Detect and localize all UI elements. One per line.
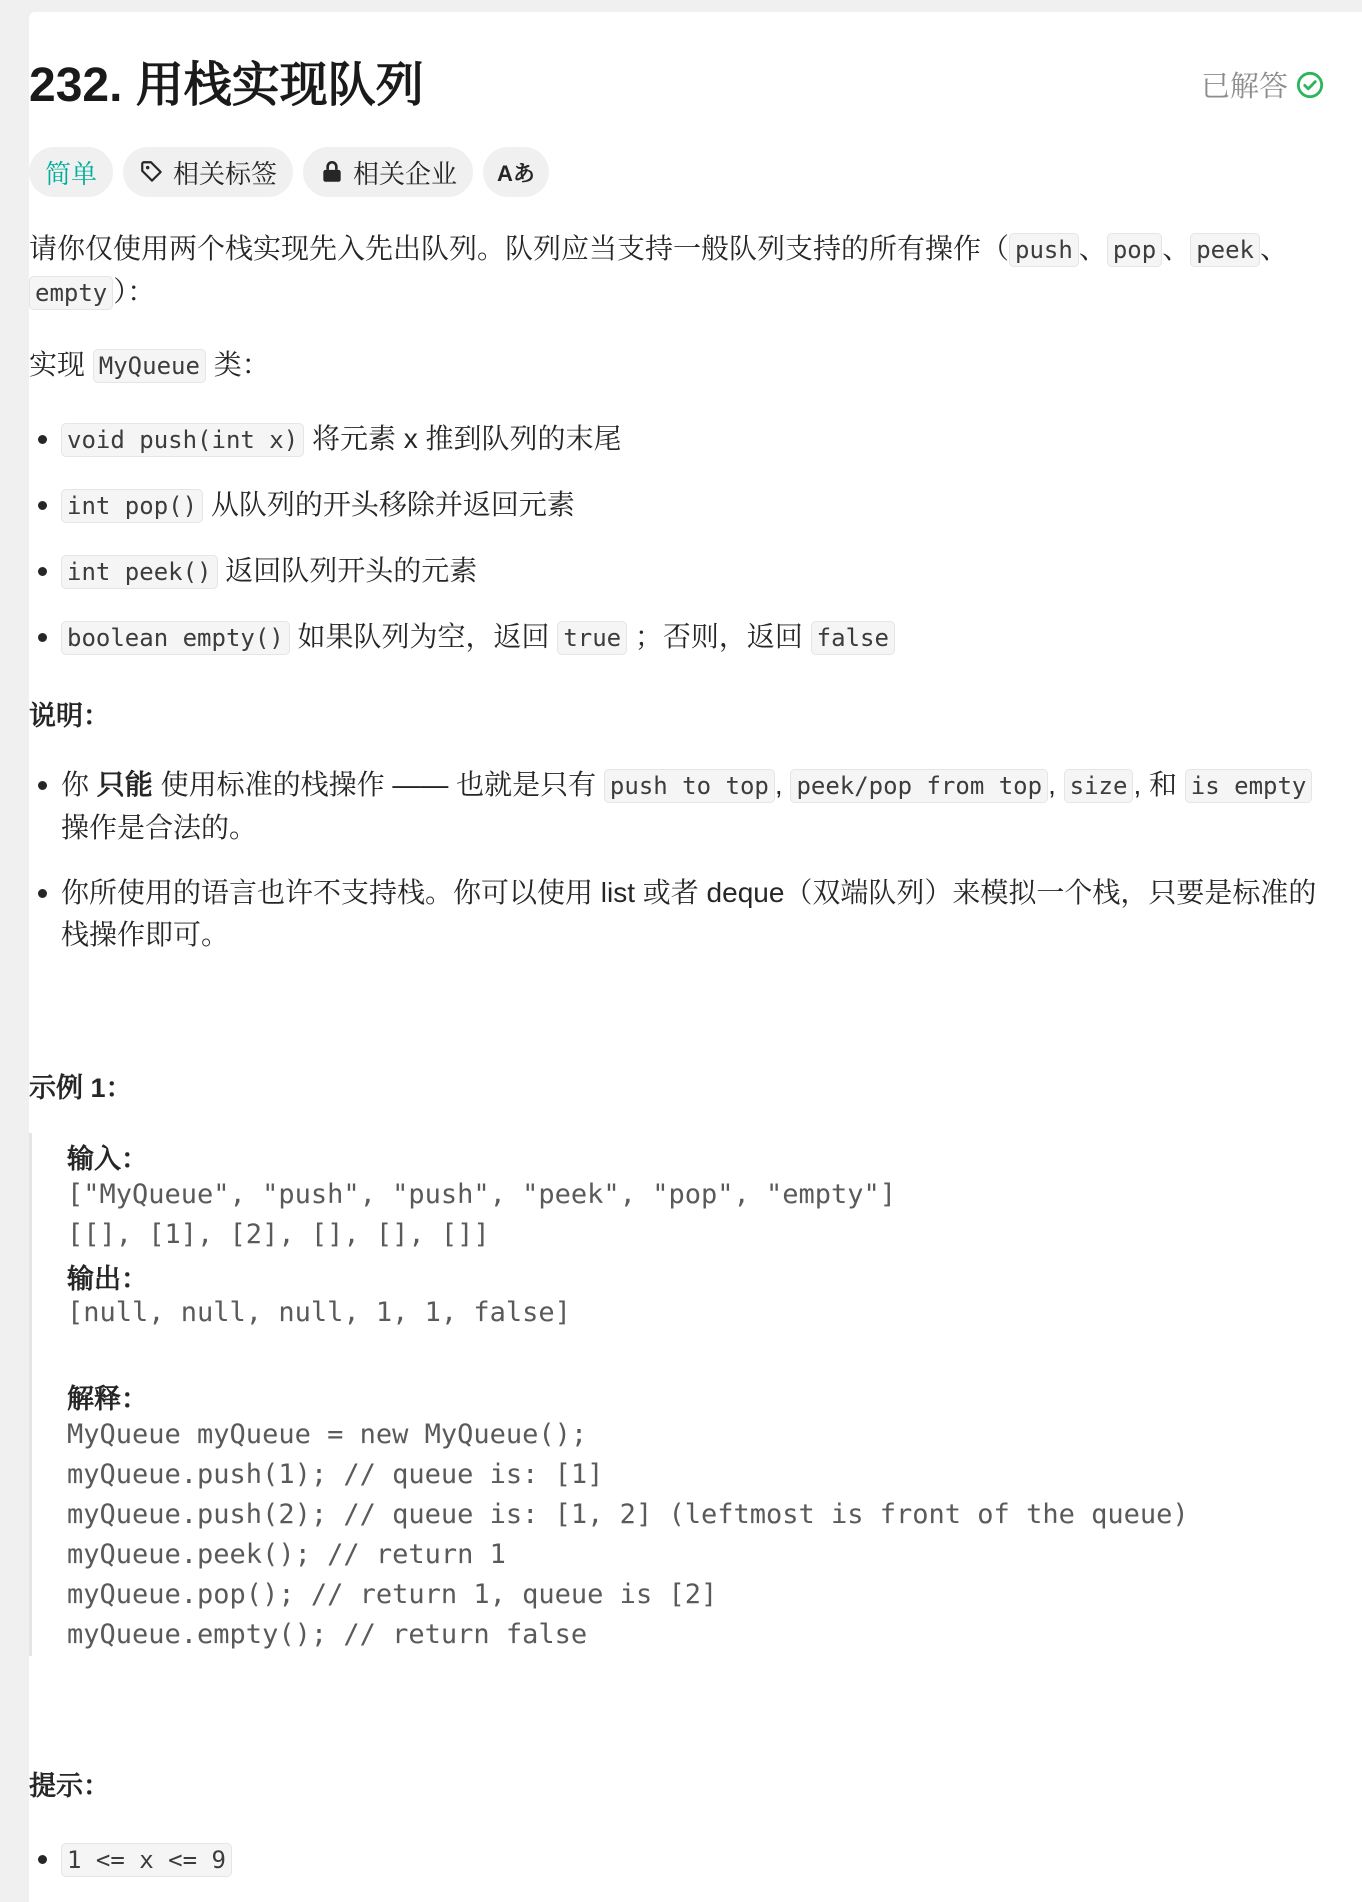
explain-line: myQueue.empty(); // return false <box>67 1619 588 1650</box>
list-item: int peek() 返回队列开头的元素 <box>29 550 1319 593</box>
output-line: [null, null, null, 1, 1, false] <box>67 1297 571 1328</box>
op-empty: empty <box>29 276 113 310</box>
hints-heading: 提示： <box>29 1771 110 1801</box>
solved-label: 已解答 <box>1200 71 1288 103</box>
notes-heading: 说明： <box>29 701 110 731</box>
translate-button[interactable] <box>483 147 549 197</box>
tag-icon <box>139 159 165 185</box>
constraint-code: 1 <= x <= 9 <box>61 1843 232 1877</box>
op-peek: peek <box>1190 233 1260 267</box>
check-circle-icon <box>1296 71 1324 99</box>
list-item: int pop() 从队列的开头移除并返回元素 <box>29 484 1319 527</box>
related-tags-button[interactable] <box>123 147 293 197</box>
problem-title: 232. 用栈实现队列 <box>29 59 424 112</box>
related-companies-button[interactable] <box>303 147 473 197</box>
example-block <box>29 1133 1292 1656</box>
example-heading: 示例 1： <box>29 1073 133 1103</box>
translate-icon: Aあ <box>497 160 535 186</box>
input-label: 输入： <box>67 1144 148 1174</box>
explain-line: myQueue.push(2); // queue is: [1, 2] (leftmost is front of the queue) <box>67 1499 1189 1530</box>
explain-label: 解释： <box>67 1384 148 1414</box>
output-label: 输出： <box>67 1264 148 1294</box>
list-item: void push(int x) 将元素 x 推到队列的末尾 <box>29 418 1319 461</box>
related-companies-label: 相关企业 <box>353 158 458 189</box>
implement-line: 实现 MyQueue 类： <box>29 344 1319 387</box>
input-line-2: [[], [1], [2], [], [], []] <box>67 1219 490 1250</box>
class-name: MyQueue <box>93 349 206 383</box>
op-push: push <box>1009 233 1079 267</box>
difficulty-badge[interactable] <box>29 147 113 197</box>
tag-row <box>29 147 549 197</box>
input-line-1: ["MyQueue", "push", "push", "peek", "pop", "empty"] <box>67 1179 897 1210</box>
list-item <box>29 1838 1319 1881</box>
description-intro: 请你仅使用两个栈实现先入先出队列。队列应当支持一般队列支持的所有操作（ push 、 pop 、 peek 、empty ）： <box>29 228 1319 314</box>
solved-status <box>1201 64 1324 105</box>
explain-line: myQueue.pop(); // return 1, queue is [2] <box>67 1579 718 1610</box>
list-item: 你 只能 使用标准的栈操作 —— 也就是只有 push to top , peek/pop from top , size , 和 is empty 操作是合法的。 <box>29 764 1319 849</box>
op-pop: pop <box>1107 233 1162 267</box>
explain-line: myQueue.peek(); // return 1 <box>67 1539 506 1570</box>
related-tags-label: 相关标签 <box>173 158 278 189</box>
list-item: boolean empty() 如果队列为空，返回 true ；否则，返回 false <box>29 616 1319 659</box>
explain-line: myQueue.push(1); // queue is: [1] <box>67 1459 604 1490</box>
lock-icon <box>319 159 345 185</box>
list-item: 你所使用的语言也许不支持栈。你可以使用 list 或者 deque（双端队列）来模拟一个栈，只要是标准的栈操作即可。 <box>29 872 1319 956</box>
explain-line: MyQueue myQueue = new MyQueue(); <box>67 1419 588 1450</box>
difficulty-label: 简单 <box>45 158 98 189</box>
